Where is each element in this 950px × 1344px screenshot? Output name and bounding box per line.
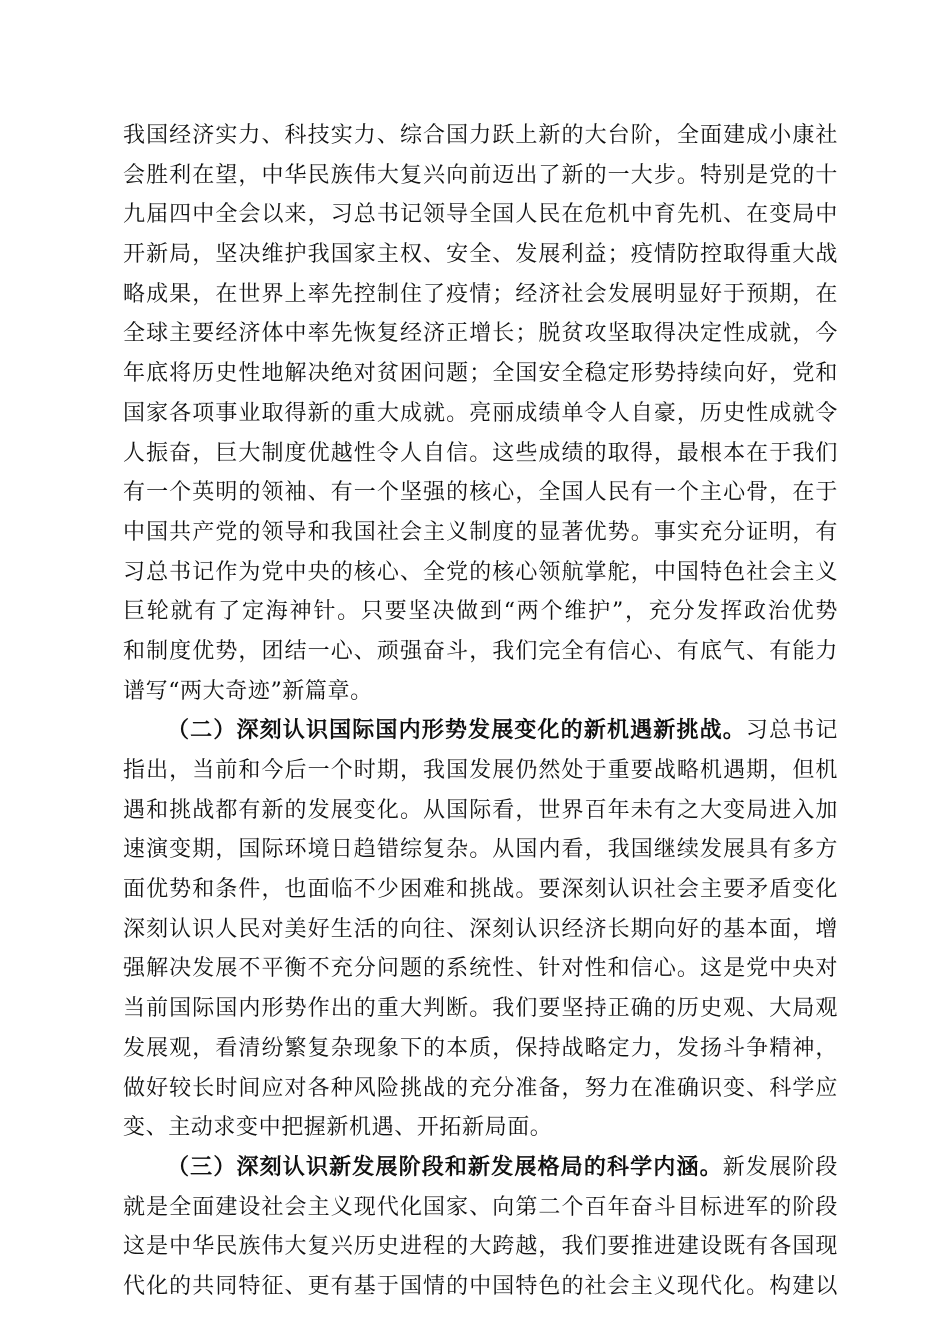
paragraph-3-line: 这是中华民族伟大复兴历史进程的大跨越，我们要推进建设既有各国现 <box>123 1234 838 1260</box>
paragraph-1-line: 谱写“两大奇迹”新篇章。 <box>123 678 373 704</box>
paragraph-2-line: 遇和挑战都有新的发展变化。从国际看，世界百年未有之大变局进入加 <box>123 797 838 823</box>
paragraph-2-first-line <box>123 711 838 751</box>
paragraph-2-first-line-text: 习总书记 <box>745 718 838 744</box>
paragraph-1-line: 开新局，坚决维护我国家主权、安全、发展利益；疫情防控取得重大战 <box>123 242 838 268</box>
paragraph-2-line: 面优势和条件，也面临不少困难和挑战。要深刻认识社会主要矛盾变化 <box>123 877 838 903</box>
paragraph-1-line: 我国经济实力、科技实力、综合国力跃上新的大台阶，全面建成小康社 <box>123 123 838 148</box>
paragraph-3-first-line-text: 新发展阶段 <box>722 1154 838 1180</box>
paragraph-3-first-line <box>123 1148 838 1188</box>
paragraph-2-line: 发展观，看清纷繁复杂现象下的本质，保持战略定力，发扬斗争精神， <box>123 1035 838 1061</box>
paragraph-2-line: 做好较长时间应对各种风险挑战的充分准备，努力在准确识变、科学应 <box>123 1075 838 1101</box>
section-heading-3: （三）深刻认识新发展阶段和新发展格局的科学内涵。 <box>167 1153 723 1180</box>
paragraph-2-line: 深刻认识人民对美好生活的向往、深刻认识经济长期向好的基本面，增 <box>123 916 838 942</box>
paragraph-3-line: 代化的共同特征、更有基于国情的中国特色的社会主义现代化。构建以 <box>123 1273 838 1299</box>
paragraph-1-line: 九届四中全会以来，习总书记领导全国人民在危机中育先机、在变局中 <box>123 202 838 228</box>
document-body <box>123 116 838 1307</box>
paragraph-1-line: 会胜利在望，中华民族伟大复兴向前迈出了新的一大步。特别是党的十 <box>123 162 838 188</box>
paragraph-1-line: 有一个英明的领袖、有一个坚强的核心，全国人民有一个主心骨，在于 <box>123 480 838 506</box>
paragraph-1-line: 国家各项事业取得新的重大成就。亮丽成绩单令人自豪，历史性成就令 <box>123 400 838 426</box>
paragraph-1-line: 和制度优势，团结一心、顽强奋斗，我们完全有信心、有底气、有能力 <box>123 638 838 664</box>
paragraph-1-line: 巨轮就有了定海神针。只要坚决做到“两个维护”，充分发挥政治优势 <box>123 599 838 625</box>
paragraph-2-line: 当前国际国内形势作出的重大判断。我们要坚持正确的历史观、大局观 <box>123 996 838 1022</box>
paragraph-1-line: 全球主要经济体中率先恢复经济正增长；脱贫攻坚取得决定性成就，今 <box>123 321 838 347</box>
paragraph-3-line: 就是全面建设社会主义现代化国家、向第二个百年奋斗目标进军的阶段 <box>123 1194 838 1220</box>
paragraph-2-line: 变、主动求变中把握新机遇、开拓新局面。 <box>123 1115 553 1141</box>
paragraph-2-line: 速演变期，国际环境日趋错综复杂。从国内看，我国继续发展具有多方 <box>123 837 838 863</box>
paragraph-1-line: 中国共产党的领导和我国社会主义制度的显著优势。事实充分证明，有 <box>123 519 838 545</box>
paragraph-1-line: 人振奋，巨大制度优越性令人自信。这些成绩的取得，最根本在于我们 <box>123 440 838 466</box>
section-heading-2: （二）深刻认识国际国内形势发展变化的新机遇新挑战。 <box>167 717 746 744</box>
paragraph-1-line: 略成果，在世界上率先控制住了疫情；经济社会发展明显好于预期，在 <box>123 281 838 307</box>
paragraph-1-line: 习总书记作为党中央的核心、全党的核心领航掌舵，中国特色社会主义 <box>123 559 838 585</box>
paragraph-2-line: 强解决发展不平衡不充分问题的系统性、针对性和信心。这是党中央对 <box>123 956 838 982</box>
paragraph-1-line: 年底将历史性地解决绝对贫困问题；全国安全稳定形势持续向好，党和 <box>123 361 838 387</box>
paragraph-2-line: 指出，当前和今后一个时期，我国发展仍然处于重要战略机遇期，但机 <box>123 758 838 783</box>
